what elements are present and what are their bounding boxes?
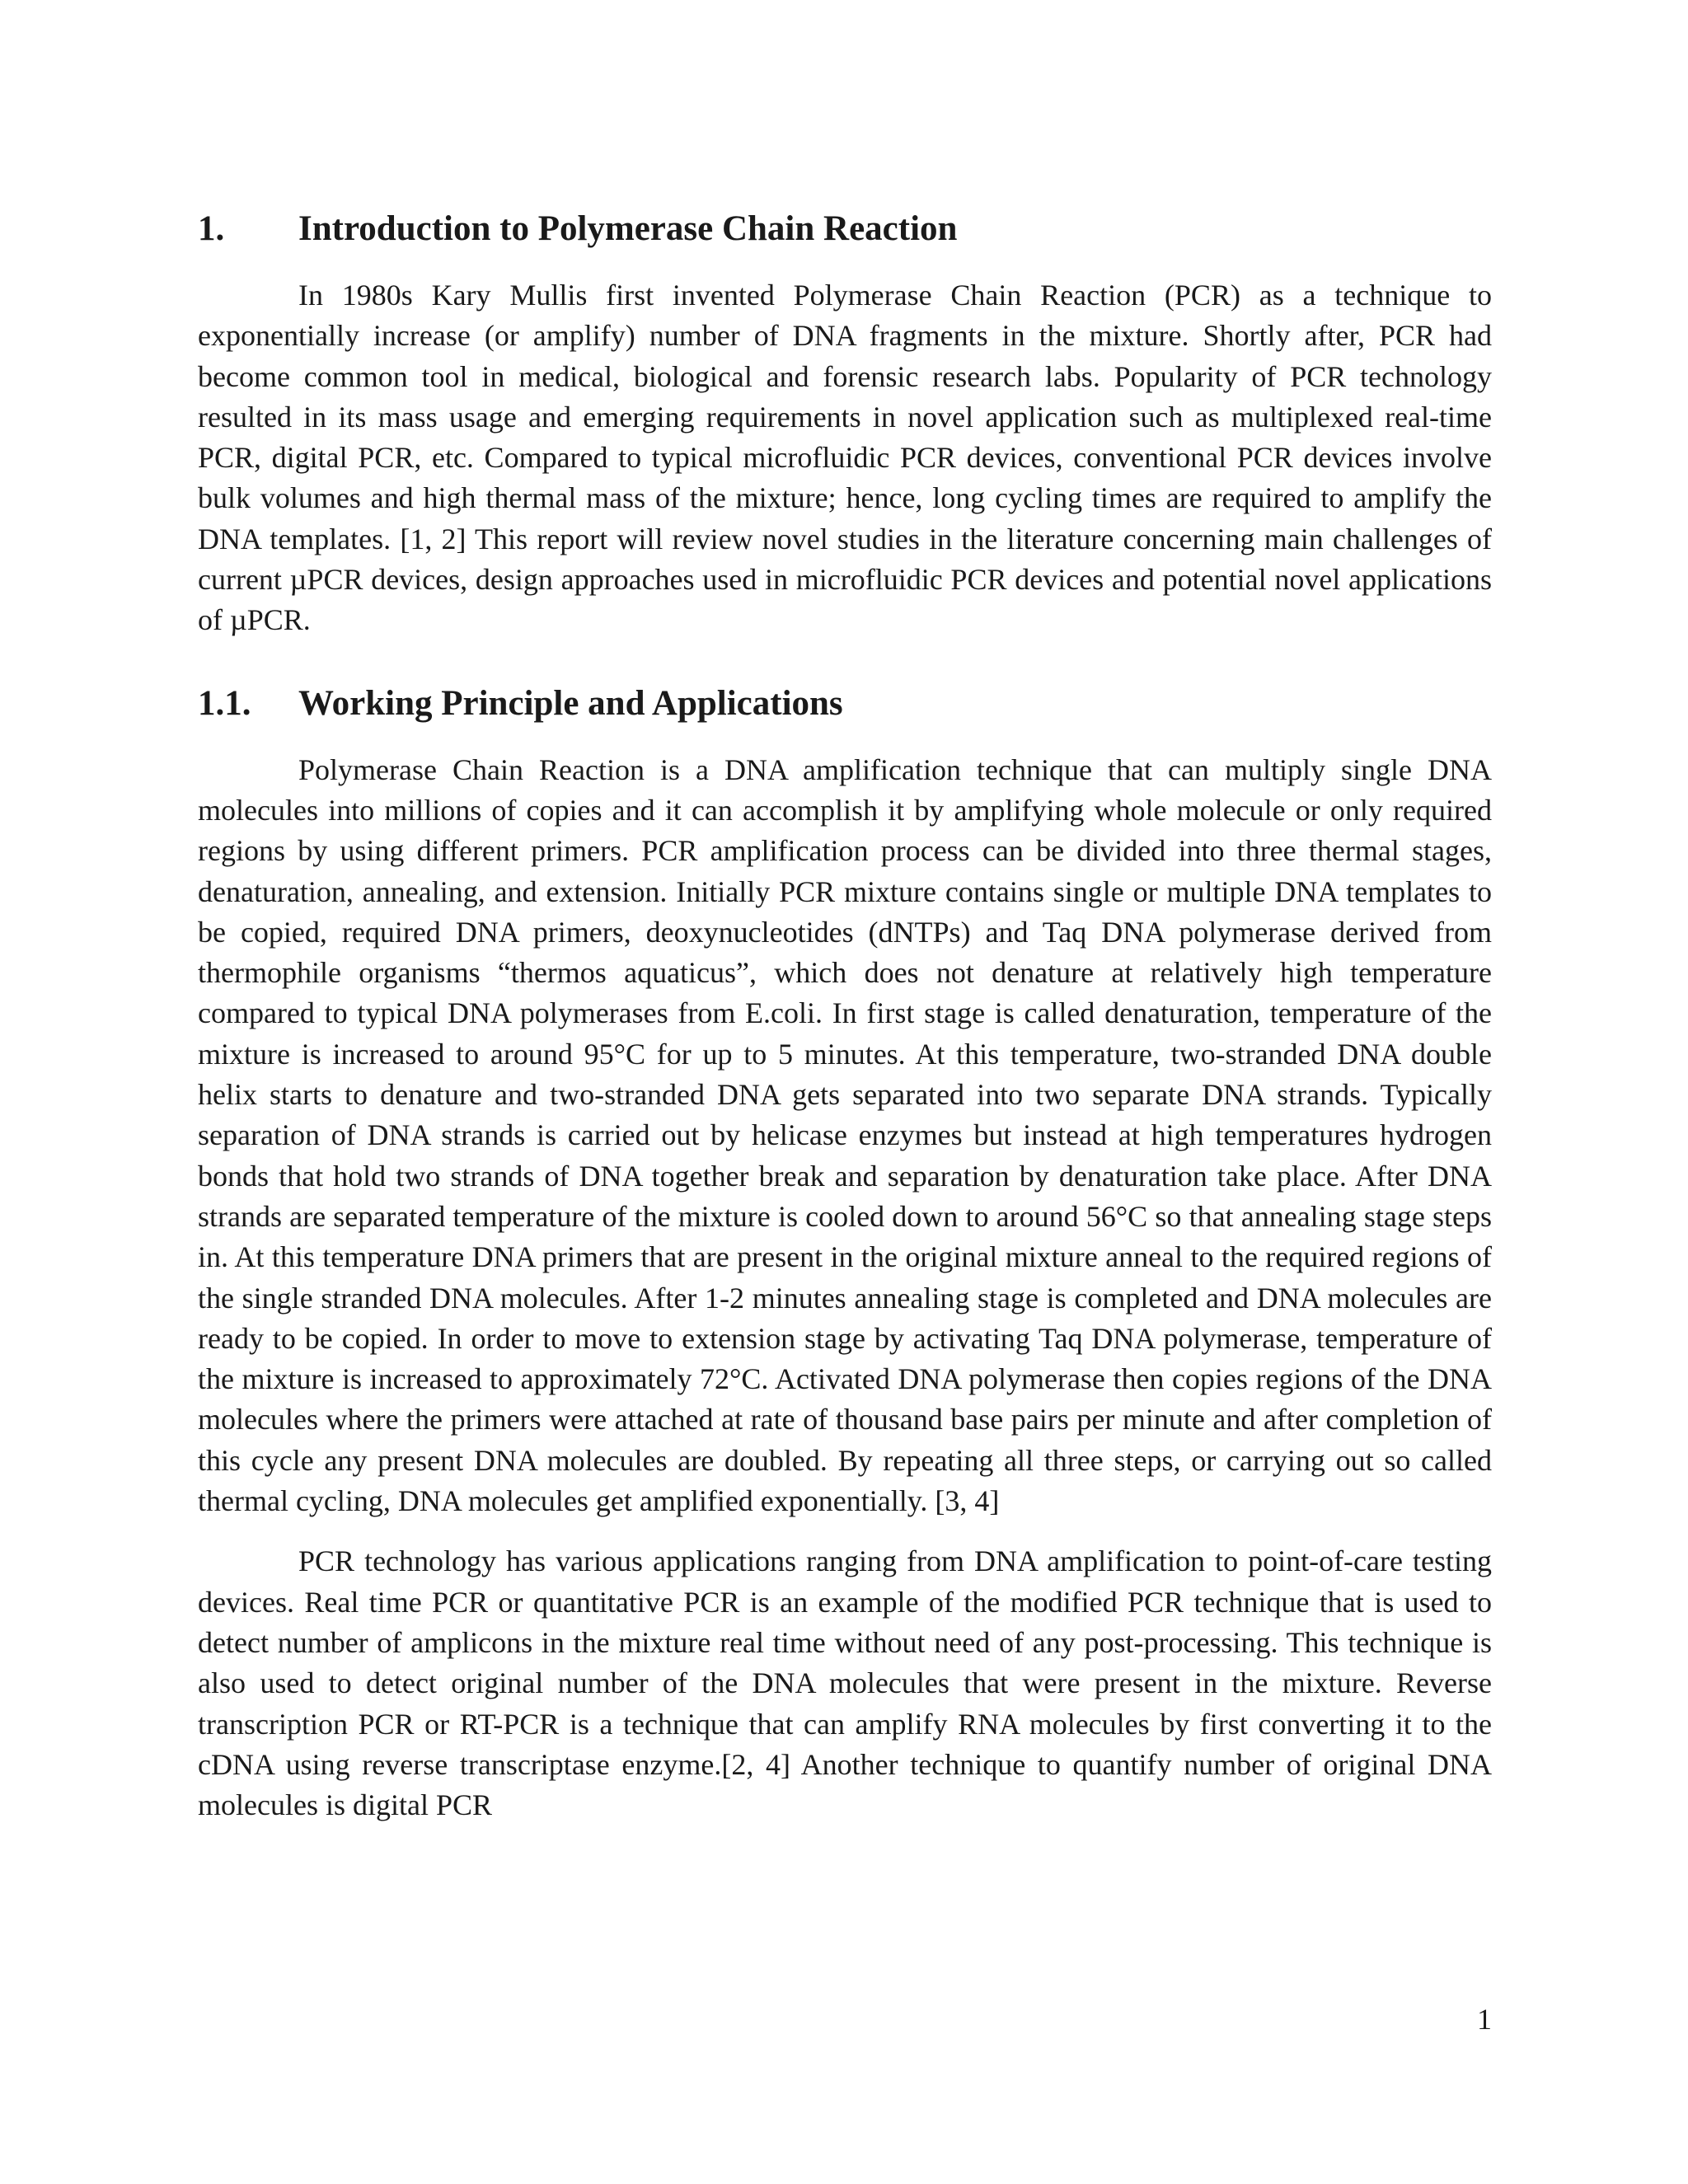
subsection-number: 1.1. (198, 683, 251, 723)
applications-paragraph: PCR technology has various applications ranging from DNA amplification to point-of-care testing devices. Real time PCR or quantitative PCR is an example of the modified PCR technique that is used to detect number of amplicons in the mixture real time without need of any post-processing. This technique is also used to detect original number of the DNA molecules that were present in the mixture. Reverse transcription PCR or RT-PCR is a technique that can amplify RNA molecules by first converting it to the cDNA using reverse transcriptase enzyme.[2, 4] Another technique to quantify number of original DNA molecules is digital PCR (198, 1544, 1492, 1822)
working-principle-paragraph: Polymerase Chain Reaction is a DNA amplification technique that can multiply single DNA molecules into millions of copies and it can accomplish it by amplifying whole molecule or only required regions by using different primers. PCR amplification process can be divided into three thermal stages, denaturation, annealing, and extension. Initially PCR mixture contains single or multiple DNA templates to be copied, required DNA primers, deoxynucleotides (dNTPs) and Taq DNA polymerase derived from thermophile organisms “thermos aquaticus”, which does not denature at relatively high temperature compared to typical DNA polymerases from E.coli. In first stage is called denaturation, temperature of the mixture is increased to around 95°C for up to 5 minutes. At this temperature, two-stranded DNA double helix starts to denature and two-stranded DNA gets separated into two separate DNA strands. Typically separation of DNA strands is carried out by helicase enzymes but instead at high temperatures hydrogen bonds that hold two strands of DNA together break and separation by denaturation take place. After DNA strands are separated temperature of the mixture is cooled down to around 56°C so that annealing stage steps in. At this temperature DNA primers that are present in the original mixture anneal to the required regions of the single stranded DNA molecules. After 1-2 minutes annealing stage is completed and DNA molecules are ready to be copied. In order to move to extension stage by activating Taq DNA polymerase, temperature of the mixture is increased to approximately 72°C. Activated DNA polymerase then copies regions of the DNA molecules where the primers were attached at rate of thousand base pairs per minute and after completion of this cycle any present DNA molecules are doubled. By repeating all three steps, or carrying out so called thermal cycling, DNA molecules get amplified exponentially. [3, 4] (198, 752, 1492, 1518)
subsection-title: Working Principle and Applications (298, 683, 843, 723)
page-number: 1 (1477, 2003, 1492, 2036)
section-heading (198, 208, 1492, 251)
intro-paragraph: In 1980s Kary Mullis first invented Polymerase Chain Reaction (PCR) as a technique to exponentially increase (or amplify) number of DNA fragments in the mixture. Shortly after, PCR had become common tool in medical, biological and forensic research labs. Popularity of PCR technology resulted in its mass usage and emerging requirements in novel application such as multiplexed real-time PCR, digital PCR, etc. Compared to typical microfluidic PCR devices, conventional PCR devices involve bulk volumes and high thermal mass of the mixture; hence, long cycling times are required to amplify the DNA templates. [1, 2] This report will review novel studies in the literature concerning main challenges of current µPCR devices, design approaches used in microfluidic PCR devices and potential novel applications of µPCR. (198, 279, 1492, 637)
document-page (198, 208, 1492, 1825)
section-number: 1. (198, 209, 225, 248)
subsection-heading (198, 682, 1492, 725)
section-title: Introduction to Polymerase Chain Reaction (298, 209, 958, 248)
